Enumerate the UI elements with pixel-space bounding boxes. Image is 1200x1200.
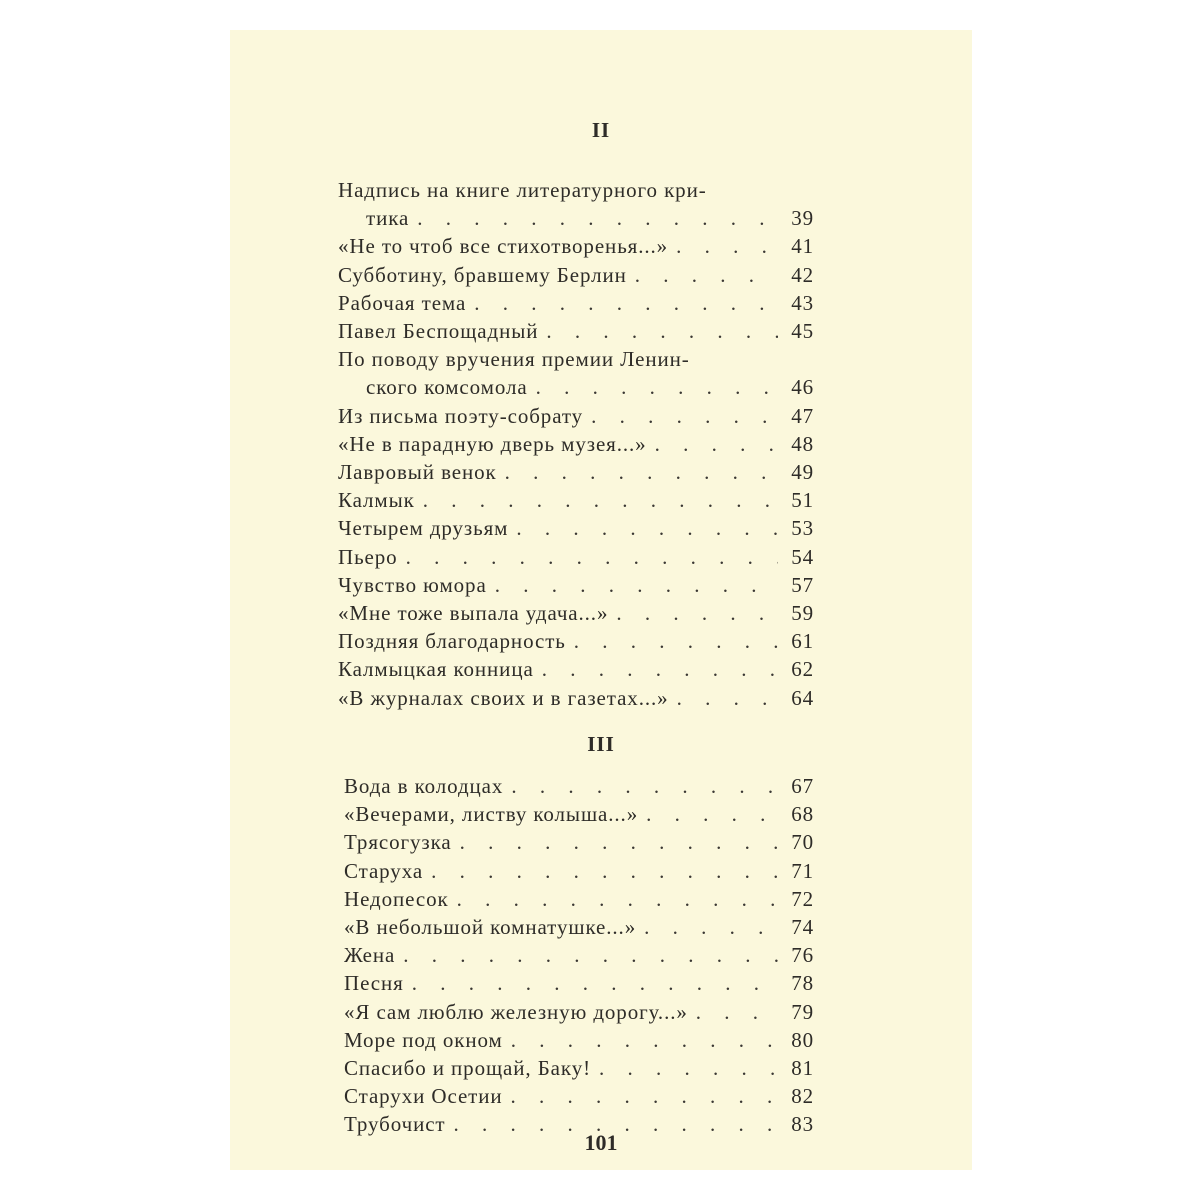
toc-entry-row xyxy=(344,1026,814,1054)
toc-leader-dots xyxy=(677,684,778,712)
toc-entry xyxy=(344,998,814,1026)
toc-entry-page-number: 39 xyxy=(791,206,814,231)
toc-entry-title: Песня xyxy=(344,971,404,996)
toc-entry-row xyxy=(344,1082,814,1110)
toc-entry xyxy=(338,627,814,655)
toc-entry-page-number: 43 xyxy=(791,290,814,315)
toc-entry-row xyxy=(344,772,814,800)
toc-entry xyxy=(338,317,814,345)
toc-entry-row xyxy=(338,627,814,655)
toc-entry-title: Калмыцкая конница xyxy=(338,657,534,682)
toc-entry-row xyxy=(338,458,814,486)
toc-entry xyxy=(338,345,814,401)
toc-entry-page-number: 42 xyxy=(791,262,814,287)
toc-entry-title: По поводу вручения премии Ленин- xyxy=(338,347,690,372)
toc-entry-title: Старуха xyxy=(344,858,424,883)
toc-entry-row xyxy=(338,402,814,430)
toc-entry-title: Старухи Осетии xyxy=(344,1084,503,1109)
toc-leader-dots xyxy=(412,969,778,997)
toc-entry-row xyxy=(344,998,814,1026)
toc-entry xyxy=(344,1082,814,1110)
toc-entry-page-number: 82 xyxy=(791,1084,814,1109)
toc-entry-row xyxy=(338,543,814,571)
toc-entry xyxy=(344,913,814,941)
section-heading-iii: III xyxy=(587,732,615,756)
toc-entry-row xyxy=(344,857,814,885)
toc-entry-page-number: 46 xyxy=(791,375,814,400)
toc-leader-dots xyxy=(516,514,778,542)
toc-entry xyxy=(344,941,814,969)
page-number: 101 xyxy=(584,1130,618,1155)
toc-entry-title: Трясогузка xyxy=(344,830,452,855)
toc-entry xyxy=(338,599,814,627)
toc-entry-page-number: 45 xyxy=(791,319,814,344)
toc-leader-dots xyxy=(505,458,778,486)
toc-entry-title: Субботину, бравшему Берлин xyxy=(338,262,627,287)
toc-entry xyxy=(344,857,814,885)
toc-entry-page-number: 53 xyxy=(791,516,814,541)
toc-leader-dots xyxy=(460,828,778,856)
toc-entry-row xyxy=(338,261,814,289)
toc-leader-dots xyxy=(511,772,778,800)
toc-leader-dots xyxy=(646,800,778,828)
toc-entry-row xyxy=(344,800,814,828)
toc-list-section-iii xyxy=(344,772,814,1139)
toc-entry xyxy=(338,684,814,712)
toc-entry-page-number: 61 xyxy=(791,629,814,654)
toc-entry xyxy=(338,176,814,232)
toc-entry xyxy=(344,885,814,913)
toc-entry-title: Вода в колодцах xyxy=(344,774,504,798)
toc-entry-page-number: 71 xyxy=(791,858,814,883)
toc-leader-dots xyxy=(542,655,778,683)
toc-entry-row xyxy=(338,684,814,712)
toc-leader-dots xyxy=(431,857,778,885)
toc-entry-row xyxy=(344,969,814,997)
toc-leader-dots xyxy=(574,627,778,655)
toc-leader-dots xyxy=(696,998,778,1026)
toc-leader-dots xyxy=(591,402,778,430)
toc-entry-title: Четырем друзьям xyxy=(338,516,509,541)
toc-leader-dots xyxy=(616,599,778,627)
toc-entry-row xyxy=(338,317,814,345)
toc-entry-title: «Вечерами, листву колыша...» xyxy=(344,802,639,827)
toc-entry xyxy=(344,969,814,997)
toc-entry-page-number: 47 xyxy=(791,403,814,428)
toc-entry-row xyxy=(338,430,814,458)
toc-entry-row xyxy=(338,232,814,260)
toc-entry xyxy=(344,1054,814,1082)
toc-entry-title: Павел Беспощадный xyxy=(338,319,539,344)
toc-leader-dots xyxy=(423,486,778,514)
toc-entry-title: Поздняя благодарность xyxy=(338,629,566,654)
toc-entry-title: Из письма поэту-собрату xyxy=(338,403,584,428)
toc-list-section-ii xyxy=(338,176,814,712)
toc-leader-dots xyxy=(536,373,778,401)
toc-entry xyxy=(344,1026,814,1054)
toc-entry-page-number: 54 xyxy=(791,544,814,569)
toc-entry-row xyxy=(338,571,814,599)
toc-entry xyxy=(338,543,814,571)
toc-entry-title: «Не в парадную дверь музея...» xyxy=(338,431,647,456)
toc-entry-title: Жена xyxy=(344,943,396,968)
toc-entry-page-number: 48 xyxy=(791,431,814,456)
toc-leader-dots xyxy=(495,571,778,599)
toc-entry-page-number: 51 xyxy=(791,488,814,513)
toc-entry-page-number: 41 xyxy=(791,234,814,259)
toc-leader-dots xyxy=(511,1026,778,1054)
toc-entry-row xyxy=(338,599,814,627)
toc-entry xyxy=(344,828,814,856)
toc-entry-page-number: 79 xyxy=(791,999,814,1024)
toc-entry-title: «В небольшой комнатушке...» xyxy=(344,915,637,940)
toc-entry-page-number: 80 xyxy=(791,1027,814,1052)
toc-entry xyxy=(338,430,814,458)
toc-entry-row xyxy=(344,885,814,913)
toc-leader-dots xyxy=(406,543,778,571)
toc-entry-row xyxy=(344,1054,814,1082)
toc-leader-dots xyxy=(546,317,778,345)
toc-entry-page-number: 68 xyxy=(791,802,814,827)
section-heading-ii: II xyxy=(591,118,611,142)
toc-entry xyxy=(344,800,814,828)
toc-entry-row xyxy=(338,655,814,683)
toc-leader-dots xyxy=(417,204,778,232)
toc-entry xyxy=(338,571,814,599)
toc-leader-dots xyxy=(457,885,778,913)
toc-entry-page-number: 67 xyxy=(791,774,814,798)
toc-entry-continuation-row xyxy=(338,373,814,401)
toc-entry-page-number: 78 xyxy=(791,971,814,996)
toc-entry-continuation-row xyxy=(338,204,814,232)
toc-entry-title: ского комсомола xyxy=(366,375,528,400)
toc-entry xyxy=(338,655,814,683)
toc-leader-dots xyxy=(511,1082,778,1110)
toc-entry-page-number: 81 xyxy=(791,1056,814,1081)
toc-entry xyxy=(338,261,814,289)
toc-entry-title: тика xyxy=(366,206,410,231)
toc-entry xyxy=(338,458,814,486)
toc-entry-title: «Я сам люблю железную дорогу...» xyxy=(344,999,688,1024)
toc-entry-title: Недопесок xyxy=(344,886,449,911)
toc-entry-title: Калмык xyxy=(338,488,415,513)
toc-entry-title: Море под окном xyxy=(344,1027,503,1052)
toc-leader-dots xyxy=(676,232,778,260)
toc-entry-page-number: 64 xyxy=(791,685,814,710)
toc-entry-page-number: 57 xyxy=(791,572,814,597)
toc-entry-page-number: 70 xyxy=(791,830,814,855)
toc-entry-title: Рабочая тема xyxy=(338,290,467,315)
toc-entry-title: Пьеро xyxy=(338,544,398,569)
toc-entry-row xyxy=(338,176,814,204)
toc-entry xyxy=(338,402,814,430)
toc-entry-title: Надпись на книге литературного кри- xyxy=(338,178,707,202)
toc-entry-page-number: 72 xyxy=(791,886,814,911)
toc-entry-page-number: 76 xyxy=(791,943,814,968)
toc-entry-page-number: 74 xyxy=(791,915,814,940)
toc-entry-page-number: 62 xyxy=(791,657,814,682)
toc-entry-title: Трубочист xyxy=(344,1112,446,1137)
toc-entry-row xyxy=(338,345,814,373)
toc-entry xyxy=(338,486,814,514)
toc-entry xyxy=(344,772,814,800)
toc-leader-dots xyxy=(599,1054,778,1082)
toc-entry-page-number: 83 xyxy=(791,1112,814,1137)
toc-entry-title: Лавровый венок xyxy=(338,460,497,485)
toc-entry xyxy=(338,514,814,542)
toc-leader-dots xyxy=(644,913,778,941)
book-page xyxy=(230,30,972,1170)
toc-entry-row xyxy=(338,514,814,542)
toc-leader-dots xyxy=(655,430,778,458)
toc-entry-row xyxy=(338,486,814,514)
toc-entry-title: «В журналах своих и в газетах...» xyxy=(338,685,669,710)
toc-entry-title: «Не то чтоб все стихотворенья...» xyxy=(338,234,669,259)
toc-entry-row xyxy=(338,289,814,317)
toc-entry-title: Чувство юмора xyxy=(338,572,487,597)
toc-leader-dots xyxy=(403,941,778,969)
toc-entry-page-number: 49 xyxy=(791,460,814,485)
toc-entry-page-number: 59 xyxy=(791,601,814,626)
toc-leader-dots xyxy=(635,261,778,289)
toc-entry-row xyxy=(344,941,814,969)
toc-leader-dots xyxy=(474,289,778,317)
toc-entry-row xyxy=(344,913,814,941)
toc-entry xyxy=(338,232,814,260)
toc-entry-title: «Мне тоже выпала удача...» xyxy=(338,601,609,626)
toc-entry-title: Спасибо и прощай, Баку! xyxy=(344,1056,591,1081)
toc-entry-row xyxy=(344,828,814,856)
toc-entry xyxy=(338,289,814,317)
